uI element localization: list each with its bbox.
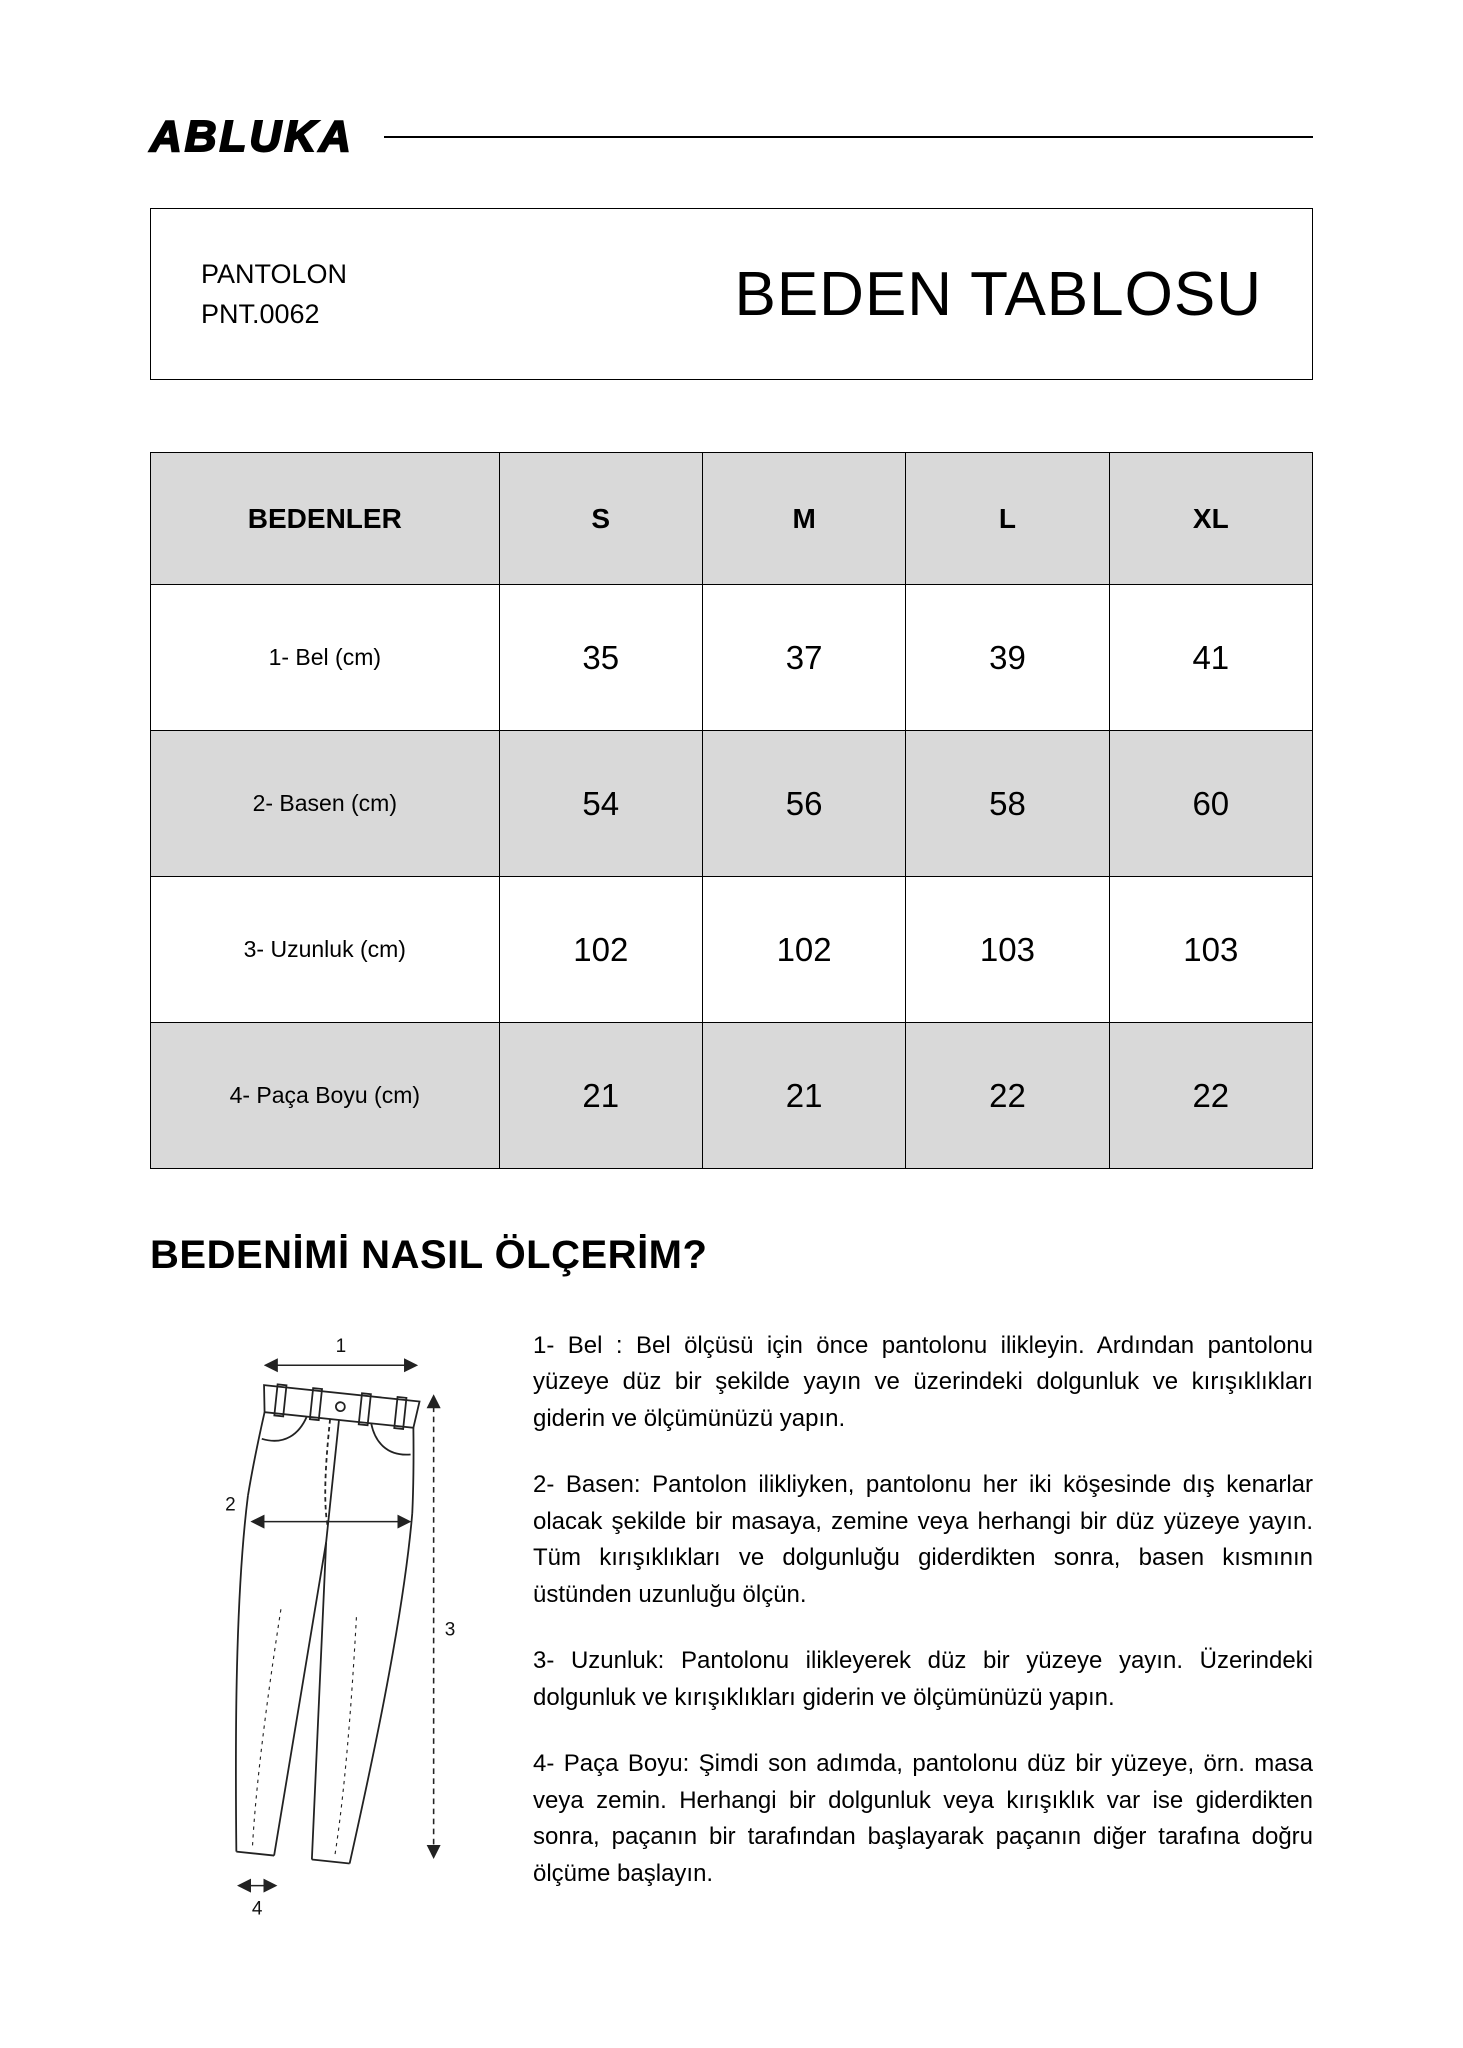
- size-value-cell: 58: [906, 731, 1109, 877]
- diagram-column: [150, 1328, 485, 1942]
- instructions-column: [533, 1328, 1313, 1922]
- size-value-cell: 35: [499, 585, 702, 731]
- table-header-row: [151, 453, 1313, 585]
- instruction-paragraph-basen: 2- Basen: Pantolon ilikliyken, pantolonu her iki köşesinde dış kenarlar olacak şekilde bir masaya, zemine veya herhangi bir düz yüzeye yayın. Tüm kırışıklıkları ve dolgunluğu giderdikten sonra, basen kısmının üstünden uzunluğu ölçün.: [533, 1471, 1313, 1608]
- table-header-size-s: S: [499, 453, 702, 585]
- table-row-basen: [151, 731, 1313, 877]
- table-header-size-l: L: [906, 453, 1109, 585]
- page-title: BEDEN TABLOSU: [734, 259, 1262, 329]
- table-row-bel: [151, 585, 1313, 731]
- row-label-uzunluk: 3- Uzunluk (cm): [151, 877, 500, 1023]
- row-label-basen: 2- Basen (cm): [151, 731, 500, 877]
- pants-outline: [211, 1382, 425, 1866]
- logo-divider: [384, 136, 1313, 138]
- size-value-cell: 103: [1109, 877, 1312, 1023]
- size-table: [150, 452, 1313, 1169]
- size-value-cell: 56: [702, 731, 905, 877]
- instruction-paragraph-paca-boyu: 4- Paça Boyu: Şimdi son adımda, pantolonu düz bir yüzeye, örn. masa veya zemin. Herhangi bir dolgunluk veya kırışıklık var ise giderdikten sonra, paçanın bir tarafından başlayarak paçanın diğer tarafına doğru ölçüme başlayın.: [533, 1750, 1313, 1887]
- diagram-label-3: 3: [444, 1619, 456, 1641]
- size-value-cell: 37: [702, 585, 905, 731]
- size-value-cell: 102: [702, 877, 905, 1023]
- table-row-paca-boyu: [151, 1023, 1313, 1169]
- size-value-cell: 21: [499, 1023, 702, 1169]
- diagram-label-1: 1: [335, 1335, 347, 1357]
- brand-logo: ABLUKA: [150, 112, 354, 161]
- table-header-bedenler: BEDENLER: [151, 453, 500, 585]
- product-info: [201, 254, 347, 335]
- size-value-cell: 39: [906, 585, 1109, 731]
- size-value-cell: 21: [702, 1023, 905, 1169]
- measure-columns: [150, 1328, 1313, 1942]
- size-value-cell: 54: [499, 731, 702, 877]
- section-heading: BEDENİMİ NASIL ÖLÇERİM?: [150, 1233, 708, 1277]
- table-row-uzunluk: [151, 877, 1313, 1023]
- size-value-cell: 102: [499, 877, 702, 1023]
- instruction-paragraph-uzunluk: 3- Uzunluk: Pantolonu ilikleyerek düz bir yüzeye yayın. Üzerindeki dolgunluk ve kırışıklıkları giderin ve ölçümünüzü yapın.: [533, 1647, 1313, 1711]
- size-value-cell: 60: [1109, 731, 1312, 877]
- product-header-box: [150, 208, 1313, 380]
- diagram-label-4: 4: [251, 1898, 263, 1920]
- size-value-cell: 22: [906, 1023, 1109, 1169]
- size-value-cell: 22: [1109, 1023, 1312, 1169]
- logo-row: [150, 112, 1313, 162]
- table-header-size-xl: XL: [1109, 453, 1312, 585]
- pants-diagram-icon: [150, 1334, 485, 1937]
- product-code: PNT.0062: [201, 299, 320, 329]
- size-value-cell: 41: [1109, 585, 1312, 731]
- instruction-paragraph-bel: 1- Bel : Bel ölçüsü için önce pantolonu ilikleyin. Ardından pantolonu yüzeye düz bir şekilde yayın ve üzerindeki dolgunluk ve kırışıklıkları giderin ve ölçümünüzü yapın.: [533, 1332, 1313, 1432]
- size-value-cell: 103: [906, 877, 1109, 1023]
- row-label-bel: 1- Bel (cm): [151, 585, 500, 731]
- diagram-label-2: 2: [225, 1494, 236, 1516]
- table-header-size-m: M: [702, 453, 905, 585]
- row-label-paca-boyu: 4- Paça Boyu (cm): [151, 1023, 500, 1169]
- product-type: PANTOLON: [201, 258, 348, 289]
